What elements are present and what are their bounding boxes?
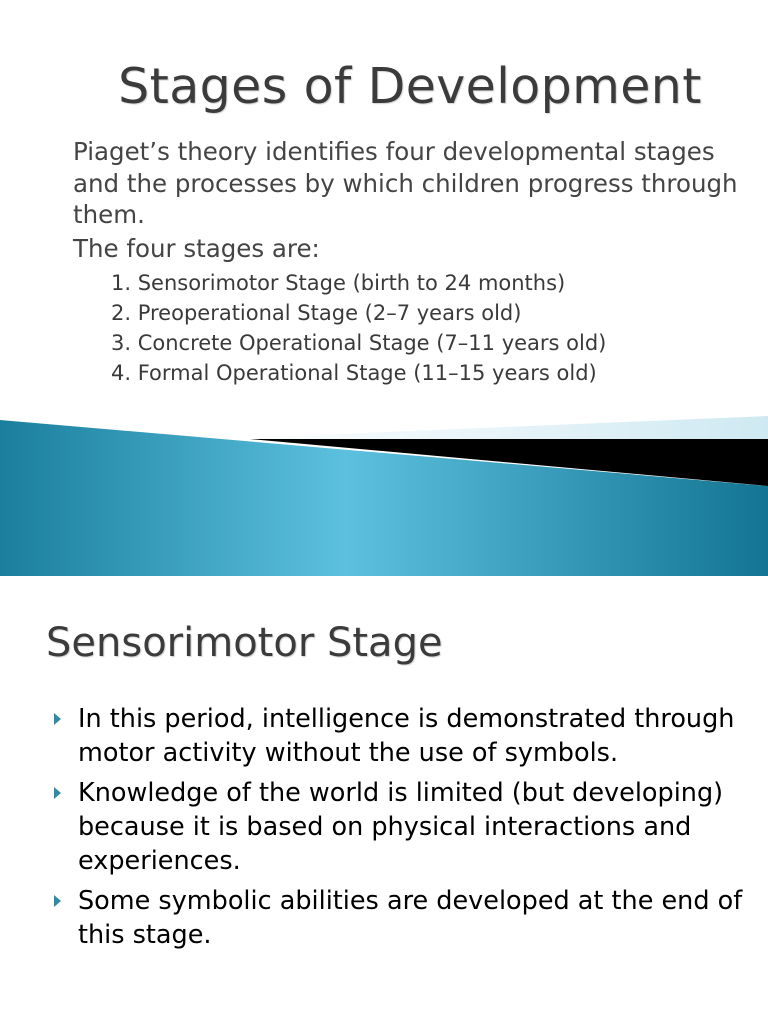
bullet-text: In this period, intelligence is demonstrated through motor activity without the use of symbols.: [78, 704, 735, 768]
bullet-item: [54, 884, 754, 952]
bullet-item: [54, 776, 754, 878]
stage-item: 2. Preoperational Stage (2–7 years old): [111, 301, 522, 325]
bullet-text: Some symbolic abilities are developed at the end of this stage.: [78, 886, 743, 950]
decorative-band: [0, 414, 768, 576]
stage-item: 1. Sensorimotor Stage (birth to 24 months): [111, 271, 566, 295]
bullet-text: Knowledge of the world is limited (but developing) because it is based on physical interactions and experiences.: [78, 778, 724, 876]
bullet-item: [54, 702, 754, 770]
stage-list: [111, 268, 753, 388]
intro-paragraph: Piaget’s theory identifies four developmental stages and the processes by which children progress through them.: [73, 137, 738, 229]
slide-body: [73, 136, 753, 388]
slide-title: Stages of Development: [118, 58, 702, 115]
triangle-bullet-icon: [54, 713, 61, 725]
stage-item: 3. Concrete Operational Stage (7–11 years old): [111, 331, 607, 355]
band-pale-wedge: [220, 416, 768, 439]
triangle-bullet-icon: [54, 895, 61, 907]
triangle-bullet-icon: [54, 787, 61, 799]
list-heading: The four stages are:: [73, 233, 320, 263]
bullet-list: [54, 702, 754, 958]
stage-item: 4. Formal Operational Stage (11–15 years old): [111, 361, 597, 385]
slide-title: Sensorimotor Stage: [46, 620, 443, 666]
slide-sensorimotor-stage: [0, 576, 768, 1024]
